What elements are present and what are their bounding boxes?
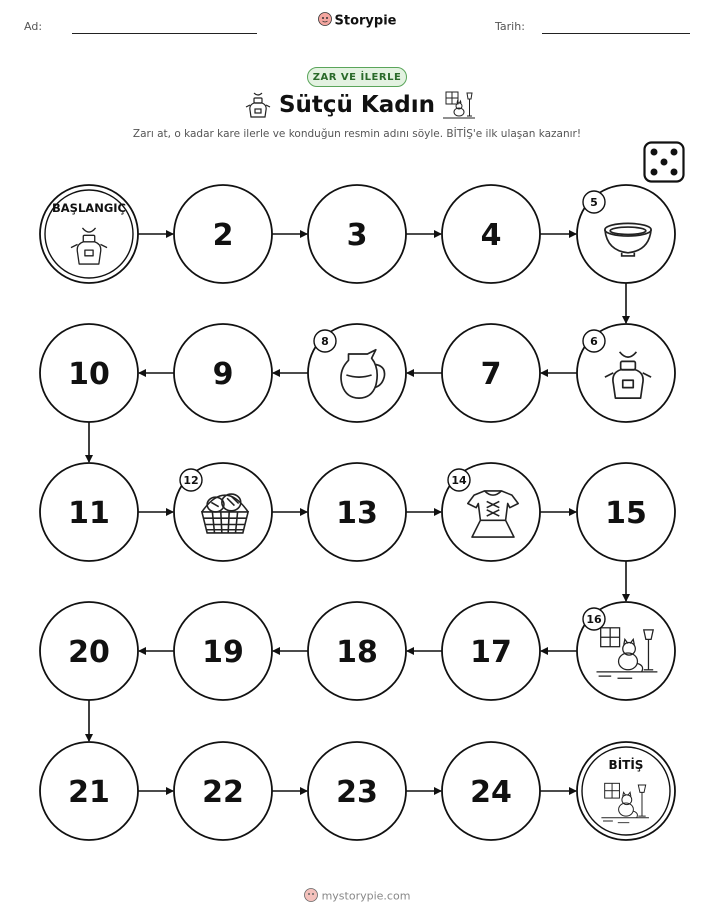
name-label: Ad: [24,20,43,33]
space-number: 15 [605,496,647,531]
finish-label: BİTİŞ [608,758,644,772]
page-title: Sütçü Kadın [278,92,435,118]
footer [0,888,714,905]
board-space-15[interactable] [577,463,675,561]
space-number-small: 5 [590,196,598,209]
date-label: Tarih: [495,20,525,33]
space-number: 17 [470,635,512,670]
board-space-17[interactable] [442,602,540,700]
board-space-3[interactable] [308,185,406,283]
board-spaces [40,185,675,840]
board-space-8[interactable] [308,324,406,422]
space-number: 22 [202,775,244,810]
space-number: 3 [346,218,368,253]
finish-space[interactable] [577,742,675,840]
board-space-7[interactable] [442,324,540,422]
space-number: 11 [68,496,110,531]
board-space-12[interactable] [174,463,272,561]
space-circle [40,185,138,283]
board-space-19[interactable] [174,602,272,700]
space-circle [577,742,675,840]
game-type-badge: ZAR VE İLERLE [307,67,407,87]
board-space-6[interactable] [577,324,675,422]
space-number: 18 [336,635,378,670]
space-number: 7 [480,357,502,392]
space-number: 19 [202,635,244,670]
board-space-22[interactable] [174,742,272,840]
space-number: 21 [68,775,110,810]
space-number: 4 [480,218,502,253]
space-number-small: 6 [590,335,598,348]
board-space-16[interactable] [577,602,675,700]
board-space-2[interactable] [174,185,272,283]
board-space-11[interactable] [40,463,138,561]
instructions: Zarı at, o kadar kare ilerle ve konduğun resmin adını söyle. BİTİŞ'e ilk ulaşan kazanır! [132,128,582,140]
space-number-small: 8 [321,335,329,348]
board-space-23[interactable] [308,742,406,840]
space-number-small: 16 [586,613,602,626]
board-space-20[interactable] [40,602,138,700]
start-space[interactable] [40,185,138,283]
brand-name: Storypie [334,13,397,29]
board-space-5[interactable] [577,185,675,283]
board-space-21[interactable] [40,742,138,840]
board-space-18[interactable] [308,602,406,700]
footer-url[interactable]: mystorypie.com [321,889,411,903]
board-space-10[interactable] [40,324,138,422]
space-number: 9 [212,357,234,392]
start-label: BAŞLANGIÇ [52,201,126,215]
board-space-9[interactable] [174,324,272,422]
space-number: 2 [212,218,234,253]
board-space-24[interactable] [442,742,540,840]
board-space-14[interactable] [442,463,540,561]
space-number: 23 [336,775,378,810]
board-space-13[interactable] [308,463,406,561]
storypie-logo-icon [304,888,318,905]
board-space-4[interactable] [442,185,540,283]
space-number: 13 [336,496,378,531]
space-number: 24 [470,775,512,810]
space-number: 20 [68,635,110,670]
space-number-small: 12 [183,474,199,487]
space-number: 10 [68,357,110,392]
space-number-small: 14 [451,474,467,487]
